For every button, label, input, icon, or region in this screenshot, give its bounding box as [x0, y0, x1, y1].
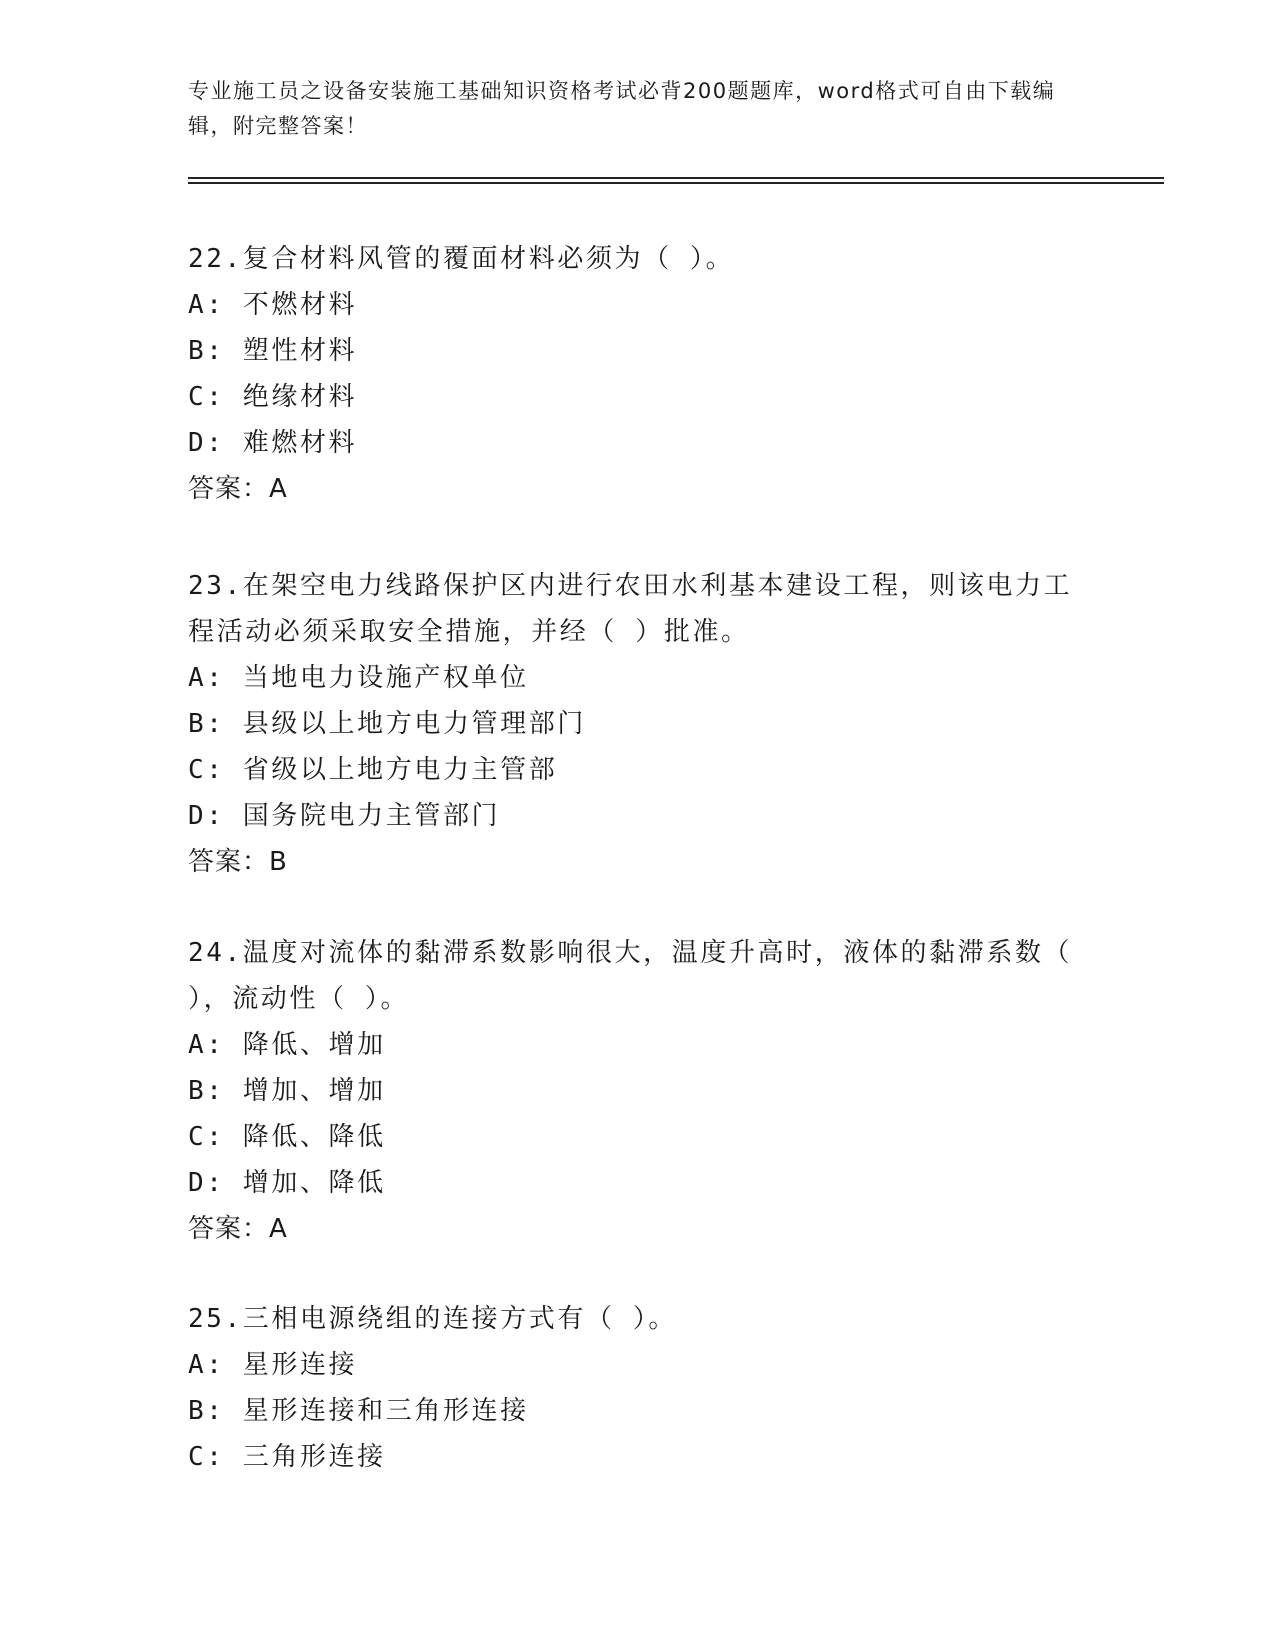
- question-23: [188, 563, 1088, 885]
- question-22: [188, 236, 1088, 512]
- answer: 答案：A: [188, 474, 288, 504]
- option-d: D: 增加、降低: [188, 1168, 386, 1198]
- option-d: D: 国务院电力主管部门: [188, 801, 501, 831]
- option-a: A: 当地电力设施产权单位: [188, 663, 529, 693]
- header-divider-top: [188, 177, 1164, 179]
- answer: 答案：A: [188, 1214, 288, 1244]
- option-b: B: 塑性材料: [188, 336, 358, 366]
- header-divider-bottom: [188, 182, 1164, 184]
- option-b: B: 星形连接和三角形连接: [188, 1396, 529, 1426]
- option-a: A: 降低、增加: [188, 1030, 386, 1060]
- option-b: B: 县级以上地方电力管理部门: [188, 709, 586, 739]
- answer: 答案：B: [188, 847, 288, 877]
- option-a: A: 不燃材料: [188, 290, 358, 320]
- option-c: C: 省级以上地方电力主管部: [188, 755, 558, 785]
- question-stem: 22.复合材料风管的覆面材料必须为（ ）。: [188, 244, 735, 274]
- option-d: D: 难燃材料: [188, 428, 358, 458]
- question-24: [188, 930, 1088, 1252]
- question-stem: 24.温度对流体的黏滞系数影响很大，温度升高时，液体的黏滞系数（ ），流动性（ ）。: [188, 938, 1073, 1014]
- option-b: B: 增加、增加: [188, 1076, 386, 1106]
- question-25: [188, 1296, 1088, 1480]
- option-c: C: 降低、降低: [188, 1122, 386, 1152]
- question-stem: 25.三相电源绕组的连接方式有（ ）。: [188, 1304, 678, 1334]
- option-c: C: 绝缘材料: [188, 382, 358, 412]
- question-stem: 23.在架空电力线路保护区内进行农田水利基本建设工程，则该电力工程活动必须采取安全措施，并经（ ）批准。: [188, 571, 1073, 647]
- document-header: 专业施工员之设备安装施工基础知识资格考试必背200题题库，word格式可自由下载编辑，附完整答案！: [188, 79, 1056, 138]
- option-c: C: 三角形连接: [188, 1442, 386, 1472]
- option-a: A: 星形连接: [188, 1350, 358, 1380]
